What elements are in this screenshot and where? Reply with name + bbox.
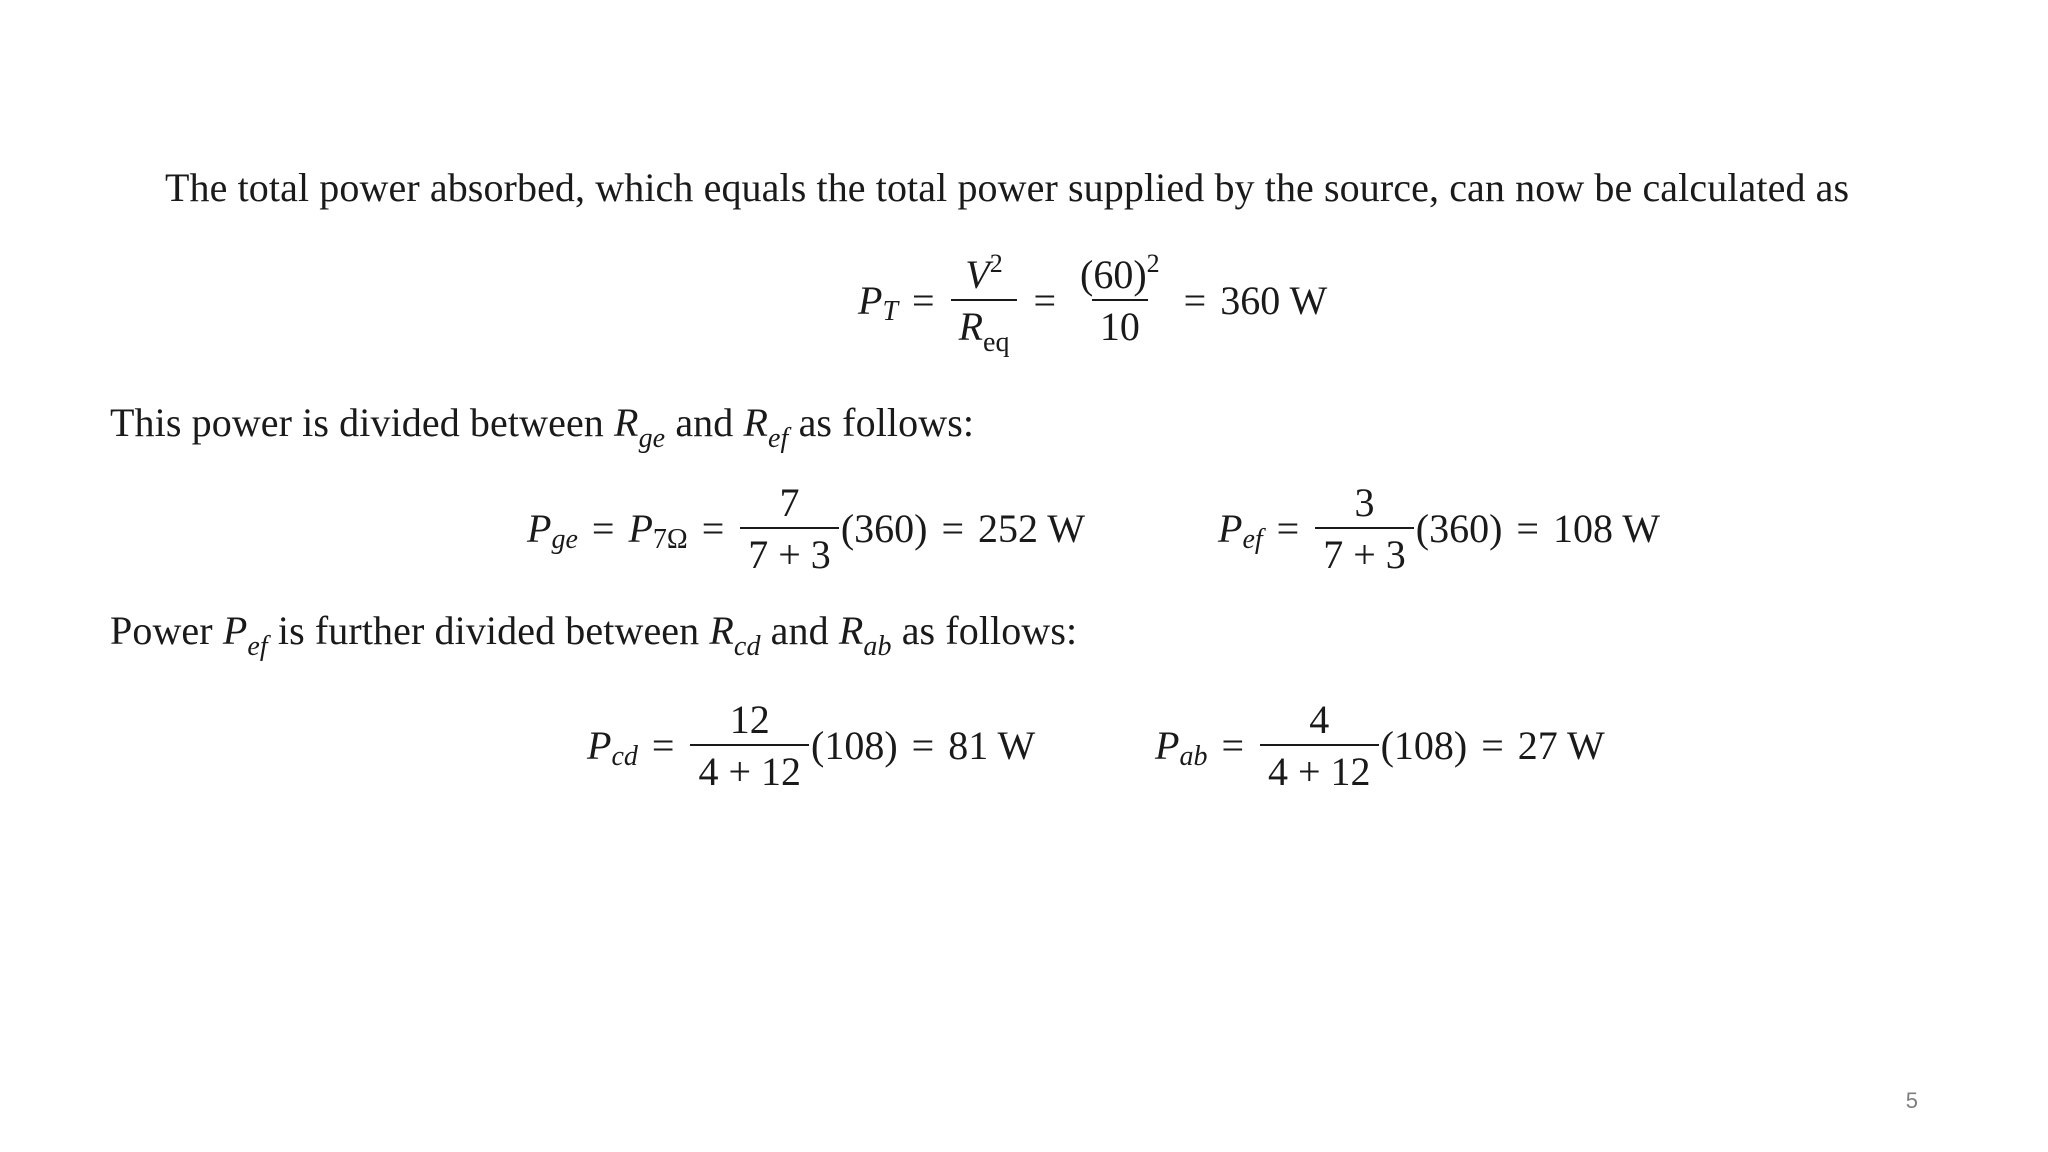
fraction-numerator: [1072, 249, 1168, 299]
fraction-4-over-16: [1260, 697, 1379, 794]
superscript-2: 2: [1146, 249, 1160, 278]
symbol-r: R: [838, 608, 864, 653]
further-division-paragraph: [110, 608, 1078, 662]
fraction-denominator: 4 + 12: [1260, 744, 1379, 792]
numerator-value: (60): [1080, 252, 1147, 297]
further-lead-text: Power: [110, 608, 213, 653]
superscript-2: 2: [989, 249, 1003, 278]
further-mid-text: is further divided between: [277, 608, 700, 653]
fraction-denominator: 7 + 3: [1315, 527, 1414, 575]
equals-sign: =: [1516, 506, 1539, 551]
equals-sign: =: [1183, 278, 1207, 323]
fraction-denominator: 10: [1092, 299, 1148, 347]
pcd-result: 81 W: [948, 723, 1036, 768]
pab-result: 27 W: [1517, 723, 1605, 768]
fraction-numerator: [957, 249, 1010, 299]
subscript-7-ohm: 7Ω: [652, 524, 688, 555]
symbol-r: R: [709, 608, 734, 653]
equals-sign: =: [651, 723, 675, 768]
equals-sign: =: [1221, 723, 1244, 768]
subscript-ef: ef: [768, 423, 789, 454]
fraction-denominator: [951, 299, 1018, 358]
intro-paragraph: [165, 165, 1850, 210]
further-tail-text: as follows:: [901, 608, 1078, 653]
symbol-p: P: [587, 723, 612, 768]
symbol-r: R: [958, 304, 984, 349]
pef-result: 108 W: [1552, 506, 1661, 551]
fraction-numerator: 3: [1354, 480, 1375, 525]
fraction-denominator: 4 + 12: [690, 744, 809, 792]
fraction-numerator: 12: [729, 697, 770, 742]
subscript-ef: ef: [247, 631, 268, 662]
fraction-60sq-over-10: [1072, 249, 1168, 349]
equals-sign: =: [1033, 278, 1057, 323]
division-tail-text: as follows:: [798, 400, 975, 445]
symbol-p: P: [858, 278, 883, 323]
fraction-denominator: 7 + 3: [740, 527, 839, 575]
symbol-r: R: [743, 400, 769, 445]
symbol-p: P: [628, 506, 653, 551]
subscript-cd: cd: [611, 741, 638, 772]
symbol-p: P: [1218, 506, 1243, 551]
division-and-text: and: [675, 400, 734, 445]
fraction-numerator: 4: [1309, 697, 1330, 742]
total-power-result: 360 W: [1220, 278, 1328, 323]
pab-factor: (108): [1380, 723, 1468, 768]
subscript-ge: ge: [551, 524, 578, 555]
subscript-ef: ef: [1242, 524, 1263, 555]
subscript-cd: cd: [733, 631, 761, 662]
fraction-7-over-10: [740, 480, 839, 577]
symbol-v: V: [965, 252, 990, 297]
equals-sign: =: [591, 506, 615, 551]
equals-sign: =: [1481, 723, 1504, 768]
total-power-equation: [858, 249, 1328, 358]
subscript-ge: ge: [638, 423, 666, 454]
pef-factor: (360): [1415, 506, 1503, 551]
equals-sign: =: [911, 723, 935, 768]
pab-equation: [1155, 697, 1605, 794]
pcd-factor: (108): [811, 723, 898, 768]
subscript-eq: eq: [983, 327, 1010, 358]
equals-sign: =: [912, 278, 935, 323]
symbol-r: R: [614, 400, 639, 445]
pcd-equation: [587, 697, 1036, 794]
further-and-text: and: [770, 608, 829, 653]
symbol-p: P: [1155, 723, 1180, 768]
division-paragraph: [110, 400, 975, 454]
subscript-ab: ab: [863, 631, 892, 662]
page-number: 5: [1905, 1088, 1918, 1113]
equals-sign: =: [941, 506, 965, 551]
subscript-t: T: [882, 296, 899, 327]
fraction-3-over-10: [1315, 480, 1414, 577]
pef-equation: [1218, 480, 1661, 577]
symbol-p: P: [527, 506, 552, 551]
intro-text: The total power absorbed, which equals the total power supplied by the source, can now be calculated as: [165, 165, 1850, 210]
equals-sign: =: [701, 506, 725, 551]
fraction-12-over-16: [690, 697, 809, 794]
pge-result: 252 W: [978, 506, 1086, 551]
equals-sign: =: [1276, 506, 1300, 551]
subscript-ab: ab: [1179, 741, 1208, 772]
symbol-p: P: [222, 608, 248, 653]
division-lead-text: This power is divided between: [110, 400, 604, 445]
fraction-numerator: 7: [779, 480, 800, 525]
pge-equation: [527, 480, 1086, 577]
pge-factor: (360): [840, 506, 928, 551]
fraction-v2-over-req: [951, 249, 1018, 358]
